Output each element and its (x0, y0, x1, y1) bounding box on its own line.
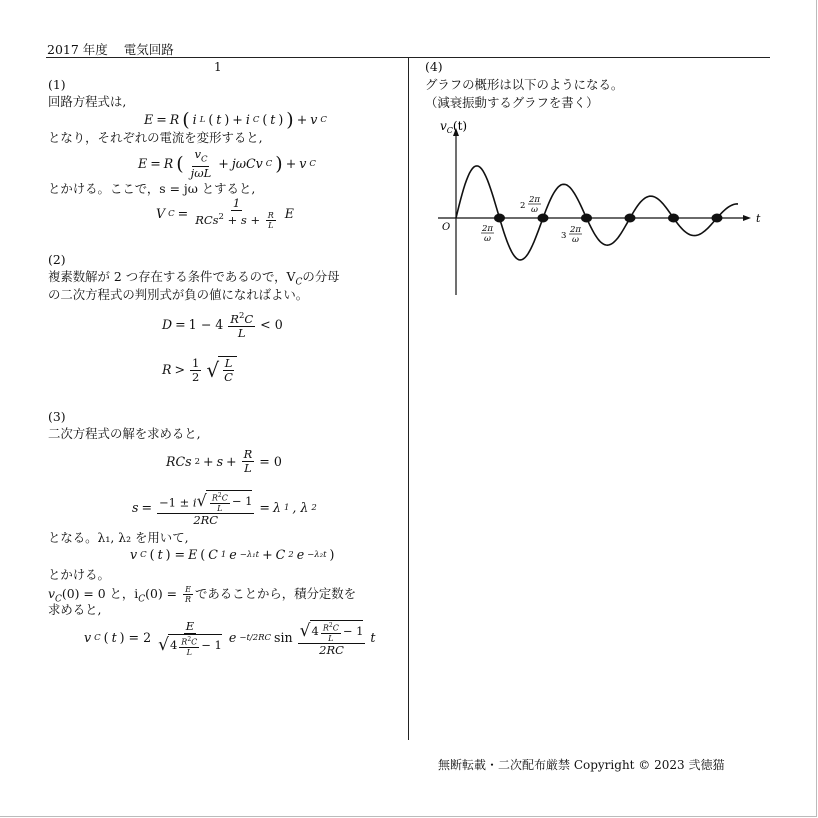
zero-crossing-dot (625, 214, 636, 223)
svg-text:2: 2 (520, 201, 526, 211)
equation-characteristic: RCs 2 + s + $\frac{R}{L}$ = 0 (166, 447, 282, 475)
q1-intro: 回路方程式は, (48, 94, 127, 109)
equation-general-solution: v C ( t ) = E ( C 1 e −λ₁t + C 2 e −λ₂t ) (130, 547, 335, 562)
svg-text:2π: 2π (570, 225, 581, 235)
equation-circuit: E = R ( i L ( t ) + i C ( t ) ) + v C (144, 109, 327, 131)
x-axis-label: t (756, 212, 761, 225)
q3-line4-v: v (48, 586, 55, 601)
y-axis-label: $v_C(t)$ (440, 119, 468, 135)
column-divider (408, 58, 409, 740)
q3-label: (3) (48, 409, 66, 424)
header-subject: 電気回路 (123, 42, 174, 57)
svg-text:2π: 2π (529, 195, 540, 205)
tick-label-1 (481, 224, 494, 244)
tick-label-2 (520, 195, 541, 215)
q2-line1-text: 複素数解が 2 つ存在する条件であるので，V (48, 269, 296, 284)
page-number: 1 (214, 60, 222, 74)
origin-label: O (442, 222, 451, 233)
svg-text:ω: ω (484, 234, 491, 244)
svg-text:3: 3 (561, 231, 567, 241)
equation-vc: V C = 1 RCs$^2$ + s + $\frac{R}{L}$ E (156, 196, 294, 231)
damped-curve (456, 166, 738, 260)
header-year: 2017 年度 (47, 42, 108, 57)
q4-line1: グラフの概形は以下のようになる。 (425, 77, 624, 92)
equation-transformed: E = R ( $\frac{v_C}{\text{jωL}}$ + jωCv C ) + v C (138, 147, 316, 181)
zero-crossing-dot (668, 214, 679, 223)
damped-oscillation-graph (420, 112, 780, 307)
q1-after-eq2: とかける。ここで，s = jω とすると, (48, 181, 256, 196)
zero-crossing-dot (712, 214, 723, 223)
q2-line2: の二次方程式の判別式が負の値になればよい。 (48, 287, 309, 302)
equation-r-condition: R > $\frac{1}{2}$ √ $\frac{L}{C}$ (162, 356, 237, 384)
page-header (47, 40, 174, 58)
q2-line1: 複素数解が 2 つ存在する条件であるので，$V_C$の分母 (48, 269, 340, 288)
q4-label: (4) (425, 59, 443, 74)
equation-final-solution: v C ( t ) = 2 E √ 4 $\frac{R^2C}{L}$ − 1 e −t/2RC sin √ 4 $\frac{R^2C}{L}$ − 1 2RC t (84, 619, 376, 657)
q3-line4-b: (0) = 0 と，i (61, 586, 139, 601)
q3-line1: 二次方程式の解を求めると, (48, 426, 201, 441)
zero-crossing-dot (581, 214, 592, 223)
q3-line4-c: (0) = (145, 586, 181, 601)
x-axis-arrow (743, 215, 751, 221)
svg-text:2π: 2π (482, 224, 493, 234)
q3-line5: 求めると, (48, 602, 102, 617)
q2-label: (2) (48, 252, 66, 267)
equation-roots: s = −1 ± i √ $\frac{R^2C}{L}$ − 1 2RC = λ 1 , λ 2 (132, 491, 317, 527)
zero-crossing-dot (494, 214, 505, 223)
q3-line2: となる。λ₁, λ₂ を用いて, (48, 530, 189, 545)
svg-text:ω: ω (531, 205, 538, 215)
q3-line4: $v_C(0) = 0$ と，$i_C(0)$ = $\frac{E}{R}$ であることから，積分定数を (48, 585, 357, 605)
svg-text:ω: ω (572, 235, 579, 245)
q2-line1-tail: の分母 (302, 269, 340, 284)
equation-discriminant: D = 1 − 4 $\frac{R^2C}{L}$ < 0 (162, 311, 283, 340)
q1-after-eq1: となり，それぞれの電流を変形すると, (48, 130, 263, 145)
q3-line3: とかける。 (48, 567, 110, 582)
q4-line2: （減衰振動するグラフを書く） (425, 95, 599, 110)
copyright-footer: 無断転載・二次配布厳禁 Copyright © 2023 弐徳猫 (438, 758, 725, 772)
q1-label: (1) (48, 77, 66, 92)
tick-label-3 (561, 225, 582, 245)
zero-crossing-dot (538, 214, 549, 223)
q3-line4-d: であることから，積分定数を (195, 586, 357, 601)
